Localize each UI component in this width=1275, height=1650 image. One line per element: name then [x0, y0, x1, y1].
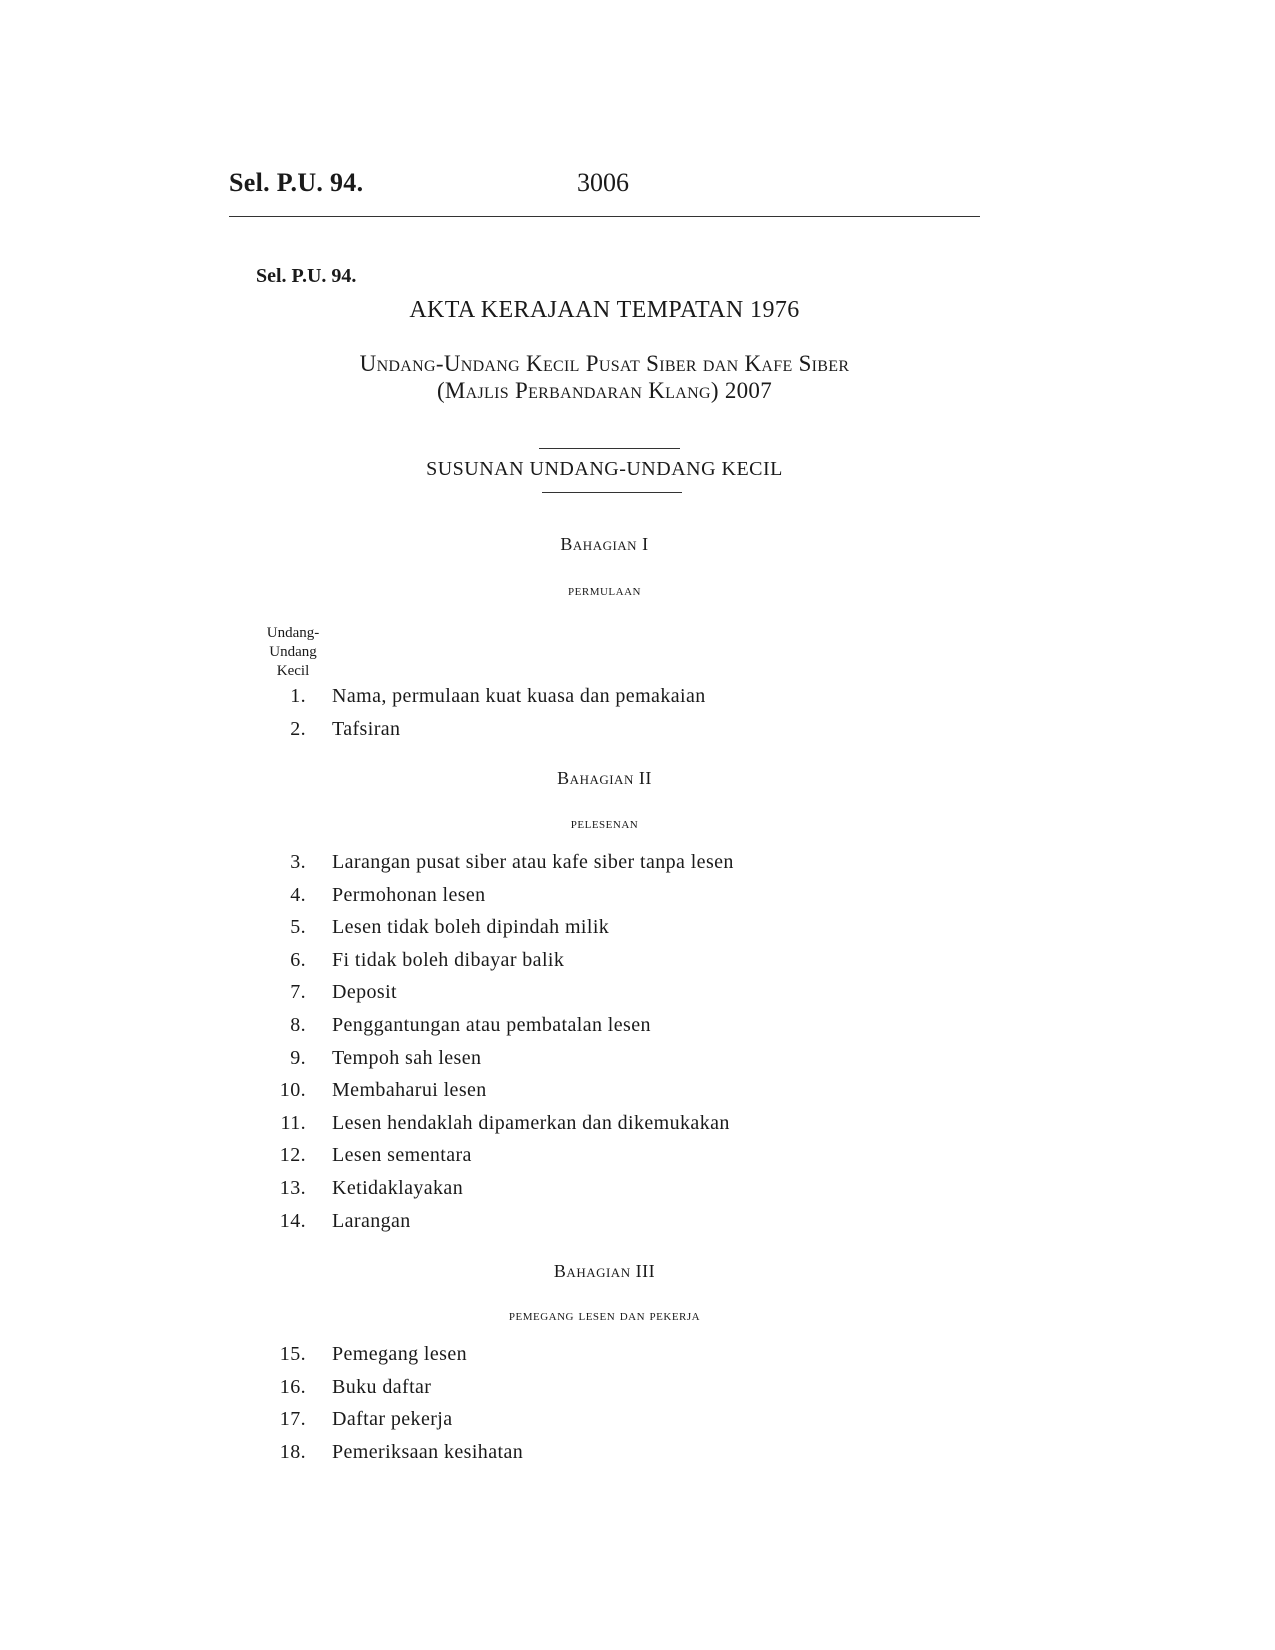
- list-item: [260, 851, 980, 884]
- list-item: [260, 981, 980, 1014]
- column-heading-line: Undang: [269, 644, 317, 660]
- part-3-heading: pemegang lesen dan pekerja: [508, 1307, 701, 1324]
- running-header-reference: Sel. P.U. 94.: [229, 168, 364, 197]
- item-title: Pemeriksaan kesihatan: [332, 1440, 524, 1463]
- part-2-heading: pelesenan: [570, 815, 639, 832]
- item-title: Penggantungan atau pembatalan lesen: [332, 1013, 651, 1036]
- list-item: [260, 1079, 980, 1112]
- item-number: 10.: [279, 1079, 306, 1102]
- part-3-items: [260, 1343, 980, 1473]
- item-title: Daftar pekerja: [332, 1408, 453, 1431]
- column-heading-line: Undang-: [266, 625, 320, 641]
- item-title: Ketidaklayakan: [332, 1176, 464, 1199]
- arrangement-rule-top: [539, 448, 680, 449]
- item-number: 1.: [290, 685, 306, 707]
- item-number: 9.: [290, 1046, 306, 1069]
- act-title: AKTA KERAJAAN TEMPATAN 1976: [409, 297, 800, 323]
- item-title: Pemegang lesen: [332, 1343, 468, 1365]
- item-number: 5.: [290, 916, 306, 939]
- notification-reference: Sel. P.U. 94.: [256, 265, 357, 287]
- item-title: Nama, permulaan kuat kuasa dan pemakaian: [332, 685, 706, 707]
- item-title: Lesen hendaklah dipamerkan dan dikemukakan: [332, 1111, 730, 1134]
- list-item: [260, 1177, 980, 1210]
- arrangement-heading: SUSUNAN UNDANG-UNDANG KECIL: [426, 458, 783, 480]
- list-item: [260, 1047, 980, 1080]
- item-title: Lesen tidak boleh dipindah milik: [332, 916, 610, 939]
- item-number: 17.: [279, 1408, 306, 1431]
- item-title: Buku daftar: [332, 1375, 432, 1398]
- column-heading-line: Kecil: [276, 663, 310, 679]
- part-1-items: [260, 685, 980, 750]
- arrangement-rule-bottom: [542, 492, 682, 493]
- item-number: 4.: [290, 883, 306, 906]
- item-number: 7.: [290, 981, 306, 1004]
- list-item: [260, 1343, 980, 1376]
- column-heading: [259, 624, 327, 681]
- item-number: 12.: [279, 1144, 306, 1167]
- bylaws-title-line-2: (Majlis Perbandaran Klang) 2007: [436, 378, 773, 403]
- list-item: [260, 1441, 980, 1474]
- bylaws-title-line-1: Undang-Undang Kecil Pusat Siber dan Kafe Siber: [359, 351, 850, 376]
- item-title: Fi tidak boleh dibayar balik: [332, 948, 565, 971]
- item-number: 8.: [290, 1013, 306, 1036]
- item-number: 15.: [279, 1343, 306, 1365]
- item-number: 6.: [290, 948, 306, 971]
- item-number: 18.: [279, 1440, 306, 1463]
- list-item: [260, 916, 980, 949]
- item-title: Larangan pusat siber atau kafe siber tanpa lesen: [332, 851, 734, 873]
- item-title: Membaharui lesen: [332, 1079, 487, 1102]
- list-item: [260, 1014, 980, 1047]
- item-number: 11.: [280, 1111, 306, 1134]
- header-rule: [229, 216, 980, 217]
- list-item: [260, 685, 980, 718]
- list-item: [260, 1210, 980, 1243]
- item-number: 13.: [279, 1176, 306, 1199]
- item-title: Permohonan lesen: [332, 883, 486, 906]
- list-item: [260, 718, 980, 751]
- item-number: 14.: [279, 1209, 306, 1232]
- page-number: 3006: [577, 168, 629, 197]
- item-title: Larangan: [332, 1209, 411, 1232]
- part-3-label: Bahagian III: [553, 1261, 656, 1281]
- part-2-items: [260, 851, 980, 1242]
- list-item: [260, 1408, 980, 1441]
- list-item: [260, 1144, 980, 1177]
- list-item: [260, 884, 980, 917]
- list-item: [260, 1376, 980, 1409]
- item-number: 2.: [290, 717, 306, 740]
- item-title: Tempoh sah lesen: [332, 1046, 482, 1069]
- item-number: 16.: [279, 1375, 306, 1398]
- part-1-label: Bahagian I: [560, 534, 649, 554]
- item-title: Tafsiran: [332, 717, 401, 740]
- list-item: [260, 1112, 980, 1145]
- list-item: [260, 949, 980, 982]
- item-title: Lesen sementara: [332, 1144, 472, 1167]
- item-title: Deposit: [332, 981, 398, 1004]
- item-number: 3.: [290, 851, 306, 873]
- part-2-label: Bahagian II: [557, 768, 652, 788]
- part-1-heading: permulaan: [568, 582, 641, 599]
